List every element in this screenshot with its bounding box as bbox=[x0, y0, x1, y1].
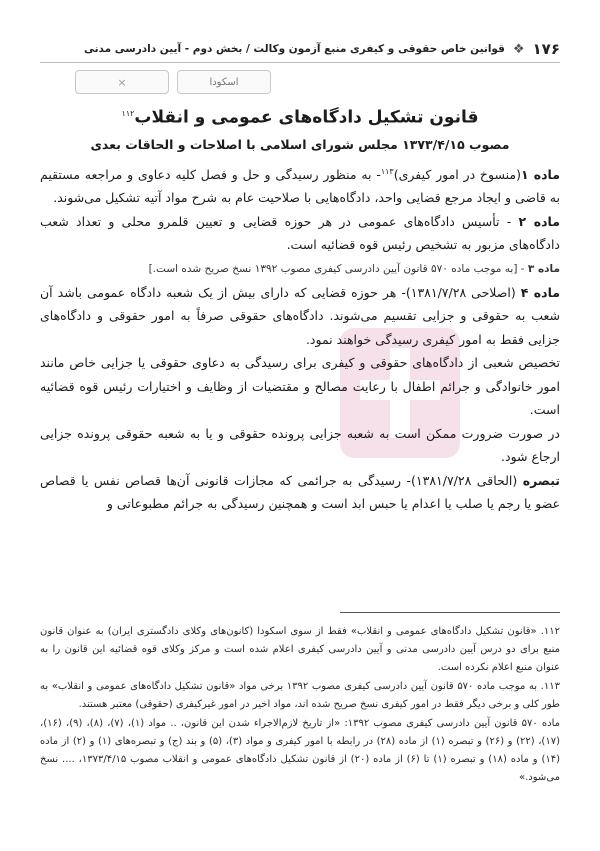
article-label: ماده ۲ bbox=[518, 213, 560, 229]
page-header bbox=[40, 36, 560, 63]
article-4-paragraph-3: در صورت ضرورت ممکن است به شعبه جزایی پرونده حقوقی و یا به شعبه حقوقی پرونده جزایی ارجاع شود. bbox=[40, 425, 560, 465]
footnotes bbox=[40, 612, 560, 788]
close-icon: × bbox=[117, 75, 127, 89]
article-2 bbox=[40, 210, 560, 257]
running-title: قوانین خاص حقوقی و کیفری منبع آزمون وکالت / بخش دوم - آیین دادرسی مدنی bbox=[83, 43, 505, 55]
close-tab-button[interactable] bbox=[75, 70, 169, 94]
title-footnote-ref[interactable]: ۱۱۲ bbox=[121, 109, 135, 118]
law-subtitle: مصوب ۱۳۷۳/۴/۱۵ مجلس شورای اسلامی با اصلاحات و الحاقات بعدی bbox=[90, 136, 510, 152]
article-label: ماده ۳ bbox=[527, 262, 560, 275]
footnote-113: ۱۱۳. به موجب ماده ۵۷۰ قانون آیین دادرسی کیفری مصوب ۱۳۹۲ برخی مواد «قانون تشکیل دادگاه‌های عمومی و انقلاب» به طور کلی و برخی دیگر فقط در امور کیفری نسخ صریح شده اند، مواد اخیر در امور غیرکیفری (حقوقی) معتبر هستند. bbox=[40, 681, 560, 710]
article-footnote-ref[interactable]: ۱۱۳ bbox=[380, 166, 394, 176]
article-4-paragraph-2: تخصیص شعبی از دادگاه‌های حقوقی و کیفری برای رسیدگی به دعاوی حقوقی یا جزایی خاص مانند امور خانوادگی و جرائم اطفال با رعایت مصالح و مقتضیات از وظایف و اختیارات رئیس قوه قضائیه است. bbox=[40, 355, 560, 418]
source-tab-label[interactable]: اسکودا bbox=[177, 70, 271, 94]
article-text: (اصلاحی ۱۳۸۱/۷/۲۸)- هر حوزه قضایی که دارای بیش از یک شعبه دادگاه عمومی باشد آن شعب به حقوقی و جزایی تقسیم می‌شوند. دادگاه‌های حقوقی صرفاً به امور حقوقی و دادگاه‌های جزایی فقط به امور کیفری رسیدگی خواهند نمود. bbox=[40, 284, 560, 347]
footnote-113-continued: ماده ۵۷۰ قانون آیین دادرسی کیفری مصوب ۱۳۹۲: «از تاریخ لازم‌الاجراء شدن این قانون، .. مواد (۱)، (۷)، (۸)، (۹)، (۱۶)، (۱۷)، (۲۲) و (۲۶) و تبصره (۱) از ماده (۲۸) در رابطه با امور کیفری و مواد (۳)، (۵) و بند (ج) و تبصره‌های (۱) و (۲) از ماده (۱۴) و ماده (۱۸) و تبصره (۱) تا (۶) از ماده (۲۰) از قانون تشکیل دادگاه‌های عمومی و انقلاب مصوب ۱۳۷۳/۴/۱۵، .... نسخ می‌شود.» bbox=[40, 718, 561, 783]
article-pre: (منسوخ در امور کیفری) bbox=[393, 166, 521, 182]
article-3 bbox=[40, 257, 560, 281]
footnote-112: ۱۱۲. «قانون تشکیل دادگاه‌های عمومی و انقلاب» فقط از سوی اسکودا (کانون‌های وکلای دادگستری ایران) به عنوان قانون منبع برای دو درس آیین دادرسی مدنی و آیین دادرسی کیفری اعلام شده است و مرکز وکلای قوه قضائیه این قانون را به عنوان منبع اعلام نکرده است. bbox=[40, 626, 560, 673]
article-text: - تأسیس دادگاه‌های عمومی در هر حوزه قضایی و تعیین قلمرو محلی و تعداد شعب دادگاه‌های مزبور به تشخیص رئیس قوه قضائیه است. bbox=[40, 213, 560, 253]
article-label: ماده ۴ bbox=[520, 284, 561, 300]
article-text: - [به موجب ماده ۵۷۰ قانون آیین دادرسی کیفری مصوب ۱۳۹۲ نسخ صریح شده است.] bbox=[148, 262, 528, 275]
law-title bbox=[40, 100, 560, 132]
footnote-divider bbox=[340, 612, 560, 613]
note-label: تبصره bbox=[522, 472, 560, 488]
page-number: ۱۷۶ bbox=[532, 40, 560, 58]
main-content bbox=[40, 100, 560, 516]
source-tabs bbox=[75, 70, 275, 94]
article-text: - به منظور رسیدگی و حل و فصل کلیه دعاوی و مراجعه مستقیم به قاضی و ایجاد مرجع قضایی واحد، دادگاه‌هایی با صلاحیت عام به شرح مواد آتیه تشکیل می‌شوند. bbox=[40, 166, 560, 206]
article-1 bbox=[40, 160, 560, 210]
ornament-icon: ❖ bbox=[512, 41, 525, 57]
note-text: (الحاقی ۱۳۸۱/۷/۲۸)- رسیدگی به جرائمی که مجازات قانونی آن‌ها قصاص نفس یا قصاص عضو یا رجم یا صلب یا اعدام یا حبس ابد است و همچنین رسیدگی به جرائم مطبوعاتی و bbox=[40, 472, 560, 512]
note-tabsareh bbox=[40, 469, 560, 516]
article-4 bbox=[40, 281, 560, 352]
law-title-text: قانون تشکیل دادگاه‌های عمومی و انقلاب bbox=[134, 107, 479, 128]
article-label: ماده ۱ bbox=[520, 166, 560, 182]
